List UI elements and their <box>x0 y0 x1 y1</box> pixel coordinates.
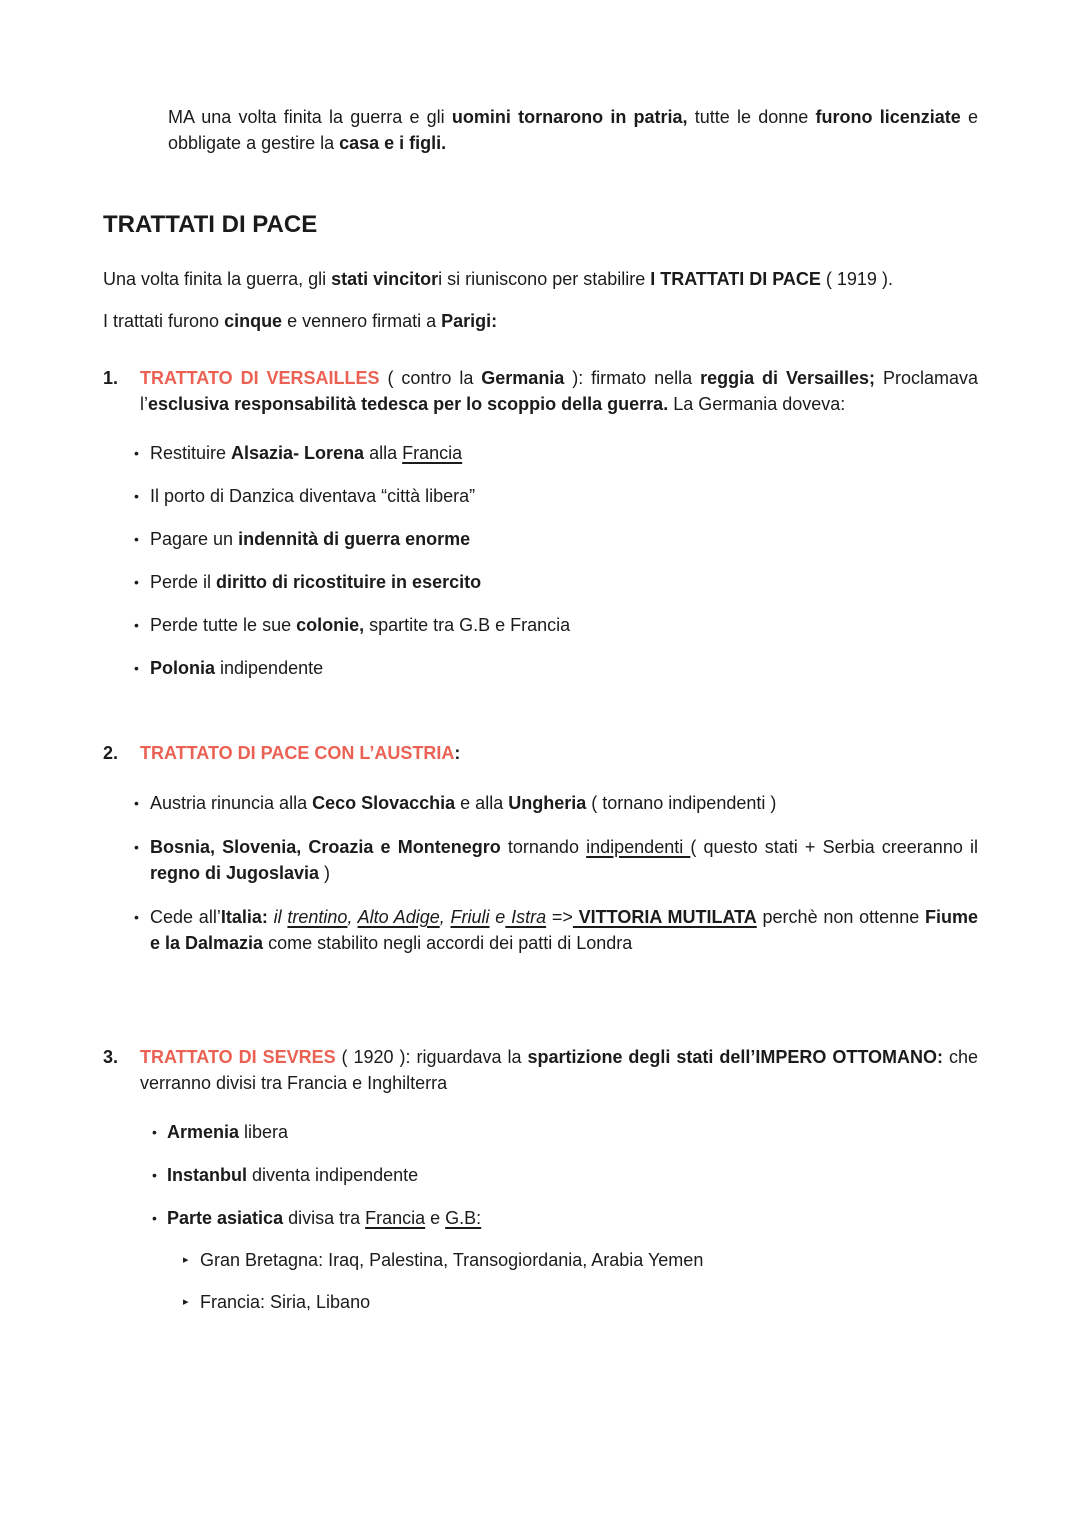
text-run: e <box>489 907 506 927</box>
text-run: Istra <box>505 907 547 927</box>
dot-bullet-icon: • <box>152 1210 157 1226</box>
sevres-bullet-list <box>103 1119 978 1231</box>
text-run: diventa indipendente <box>247 1165 419 1185</box>
text-run: Il porto di Danzica diventava “città libera” <box>150 486 476 506</box>
text-run: uomini tornarono in patria, <box>451 107 688 127</box>
bullet-text <box>167 1119 288 1145</box>
text-run: G.B: <box>445 1208 482 1228</box>
dot-bullet-icon: • <box>134 488 139 504</box>
text-run: tornando <box>500 837 587 857</box>
text-run: Perde tutte le sue <box>150 615 297 635</box>
document-content <box>103 104 978 1315</box>
text-run: casa e i figli. <box>339 133 447 153</box>
dot-bullet-icon: • <box>134 909 139 925</box>
text-run: stati vincitor <box>331 269 439 289</box>
dot-bullet-icon: • <box>134 660 139 676</box>
text-run: i si riuniscono per stabilire <box>438 269 651 289</box>
text-run: Germania <box>481 368 565 388</box>
list-item-body <box>140 740 978 766</box>
dot-bullet-icon: • <box>134 617 139 633</box>
text-run: come stabilito negli accordi dei patti di Londra <box>263 933 633 953</box>
text-run: Una volta finita la guerra, gli <box>103 269 332 289</box>
text-run: Ungheria <box>508 793 587 813</box>
dot-bullet-icon: • <box>134 574 139 590</box>
paragraph-five-treaties <box>103 308 978 334</box>
text-run: Austria rinuncia alla <box>150 793 313 813</box>
text-run: Francia <box>402 443 463 463</box>
text-run: perchè non ottenne <box>756 907 925 927</box>
text-run: , <box>347 907 358 927</box>
text-run: alla <box>364 443 403 463</box>
bullet-item <box>103 1205 978 1231</box>
text-run: indipendenti <box>586 837 691 857</box>
treaty-title-text: TRATTATO DI SEVRES <box>140 1047 336 1067</box>
text-run: e vennero firmati a <box>282 311 442 331</box>
bullet-item <box>103 440 978 466</box>
text-run: MA una volta finita la guerra e gli <box>168 107 452 127</box>
treaty-title-text: TRATTATO DI PACE CON L’AUSTRIA <box>140 743 455 763</box>
list-item-body <box>140 1044 978 1096</box>
text-run: Fiume e la Dalmazia <box>150 907 979 953</box>
bullet-text <box>167 1205 481 1231</box>
text-run: regno di Jugoslavia <box>150 863 320 883</box>
text-run: Italia: <box>220 907 268 927</box>
triangle-bullet-icon: ▸ <box>183 1296 189 1308</box>
text-run: ( questo stati + Serbia creeranno il <box>690 837 978 857</box>
text-run: Restituire <box>150 443 232 463</box>
text-run: VITTORIA MUTILATA <box>572 907 757 927</box>
treaty-item-sevres <box>103 1044 978 1096</box>
treaty-item-versailles <box>103 365 978 417</box>
text-run: I TRATTATI DI PACE <box>650 269 821 289</box>
text-run: e obbligate a gestire la <box>168 107 978 153</box>
text-run: trentino <box>287 907 348 927</box>
bullet-text <box>150 655 323 681</box>
bullet-item <box>103 904 978 956</box>
bullet-text <box>150 526 470 552</box>
text-run: tutte le donne <box>687 107 816 127</box>
text-run: , <box>439 907 451 927</box>
text-run: che verranno divisi tra Francia e Inghilterra <box>140 1047 978 1093</box>
text-run: ) <box>319 863 331 883</box>
text-run: Armenia <box>167 1122 240 1142</box>
sub-bullet-item <box>103 1289 978 1315</box>
intro-paragraph <box>168 104 978 156</box>
dot-bullet-icon: • <box>152 1124 157 1140</box>
text-run: reggia di Versailles; <box>700 368 876 388</box>
text-run: Alto Adige <box>357 907 440 927</box>
text-run: indennità di guerra enorme <box>238 529 471 549</box>
sub-bullet-item <box>103 1247 978 1273</box>
sevres-sub-bullet-list <box>103 1247 978 1315</box>
text-run: I trattati furono <box>103 311 225 331</box>
text-run: Polonia <box>150 658 216 678</box>
bullet-item <box>103 1119 978 1145</box>
bullet-item <box>103 1162 978 1188</box>
text-run: Gran Bretagna: Iraq, Palestina, Transogiordania, Arabia Yemen <box>200 1250 704 1270</box>
triangle-bullet-icon: ▸ <box>183 1254 189 1266</box>
bullet-item <box>103 834 978 886</box>
text-run: Proclamava l’ <box>140 368 978 414</box>
text-run: Parte asiatica <box>167 1208 284 1228</box>
bullet-item <box>103 790 978 816</box>
versailles-bullet-list <box>103 440 978 681</box>
text-run: ( 1919 ). <box>820 269 893 289</box>
text-run: Friuli <box>450 907 490 927</box>
text-run: ( tornano indipendenti ) <box>586 793 777 813</box>
bullet-text <box>150 904 978 956</box>
text-run: Francia: Siria, Libano <box>200 1292 371 1312</box>
list-item-body <box>140 365 978 417</box>
list-number: 3. <box>103 1047 119 1067</box>
text-run: ( 1920 ): riguardava la <box>335 1047 528 1067</box>
text-run: diritto di ricostituire in esercito <box>216 572 482 592</box>
bullet-text <box>200 1247 703 1273</box>
text-run: TRATTATI DI PACE <box>103 211 318 238</box>
list-number: 1. <box>103 368 119 388</box>
text-run: esclusiva responsabilità tedesca per lo scoppio della guerra. <box>148 394 669 414</box>
text-run: Bosnia, Slovenia, Croazia e Montenegro <box>150 837 501 857</box>
dot-bullet-icon: • <box>134 795 139 811</box>
text-run: Cede all’ <box>150 907 221 927</box>
text-run: spartite tra G.B e Francia <box>364 615 571 635</box>
text-run: ): firmato nella <box>564 368 701 388</box>
text-run: divisa tra <box>283 1208 366 1228</box>
bullet-text <box>150 834 978 886</box>
bullet-text <box>150 569 481 595</box>
text-run: Alsazia- Lorena <box>231 443 365 463</box>
section-heading <box>103 210 978 240</box>
bullet-text <box>150 790 776 816</box>
dot-bullet-icon: • <box>152 1167 157 1183</box>
treaty-item-austria <box>103 740 978 766</box>
paragraph-treaties-intro <box>103 266 978 292</box>
text-run: Perde il <box>150 572 217 592</box>
dot-bullet-icon: • <box>134 839 139 855</box>
bullet-item <box>103 526 978 552</box>
text-run: il <box>273 907 288 927</box>
bullet-item <box>103 655 978 681</box>
text-run: colonie, <box>296 615 365 635</box>
text-run: Ceco Slovacchia <box>312 793 456 813</box>
bullet-text <box>150 612 570 638</box>
text-run: : <box>454 743 461 763</box>
text-run: Parigi: <box>441 311 498 331</box>
bullet-item <box>103 612 978 638</box>
dot-bullet-icon: • <box>134 531 139 547</box>
list-number: 2. <box>103 743 119 763</box>
text-run: La Germania doveva: <box>668 394 846 414</box>
text-run: Pagare un <box>150 529 239 549</box>
bullet-text <box>200 1289 370 1315</box>
bullet-text <box>167 1162 418 1188</box>
text-run: cinque <box>224 311 283 331</box>
dot-bullet-icon: • <box>134 445 139 461</box>
text-run: spartizione degli stati dell’IMPERO OTTOMANO: <box>527 1047 943 1067</box>
austria-bullet-list <box>103 790 978 956</box>
text-run: libera <box>239 1122 289 1142</box>
text-run: indipendente <box>215 658 324 678</box>
text-run: => <box>546 907 573 927</box>
text-run: ( contro la <box>379 368 482 388</box>
text-run: e <box>425 1208 446 1228</box>
text-run: Francia <box>365 1208 426 1228</box>
text-run: e alla <box>455 793 509 813</box>
treaty-title-text: TRATTATO DI VERSAILLES <box>140 368 380 388</box>
bullet-item <box>103 569 978 595</box>
bullet-text <box>150 440 462 466</box>
bullet-text <box>150 483 475 509</box>
text-run: furono licenziate <box>815 107 961 127</box>
text-run: Instanbul <box>167 1165 247 1185</box>
bullet-item <box>103 483 978 509</box>
